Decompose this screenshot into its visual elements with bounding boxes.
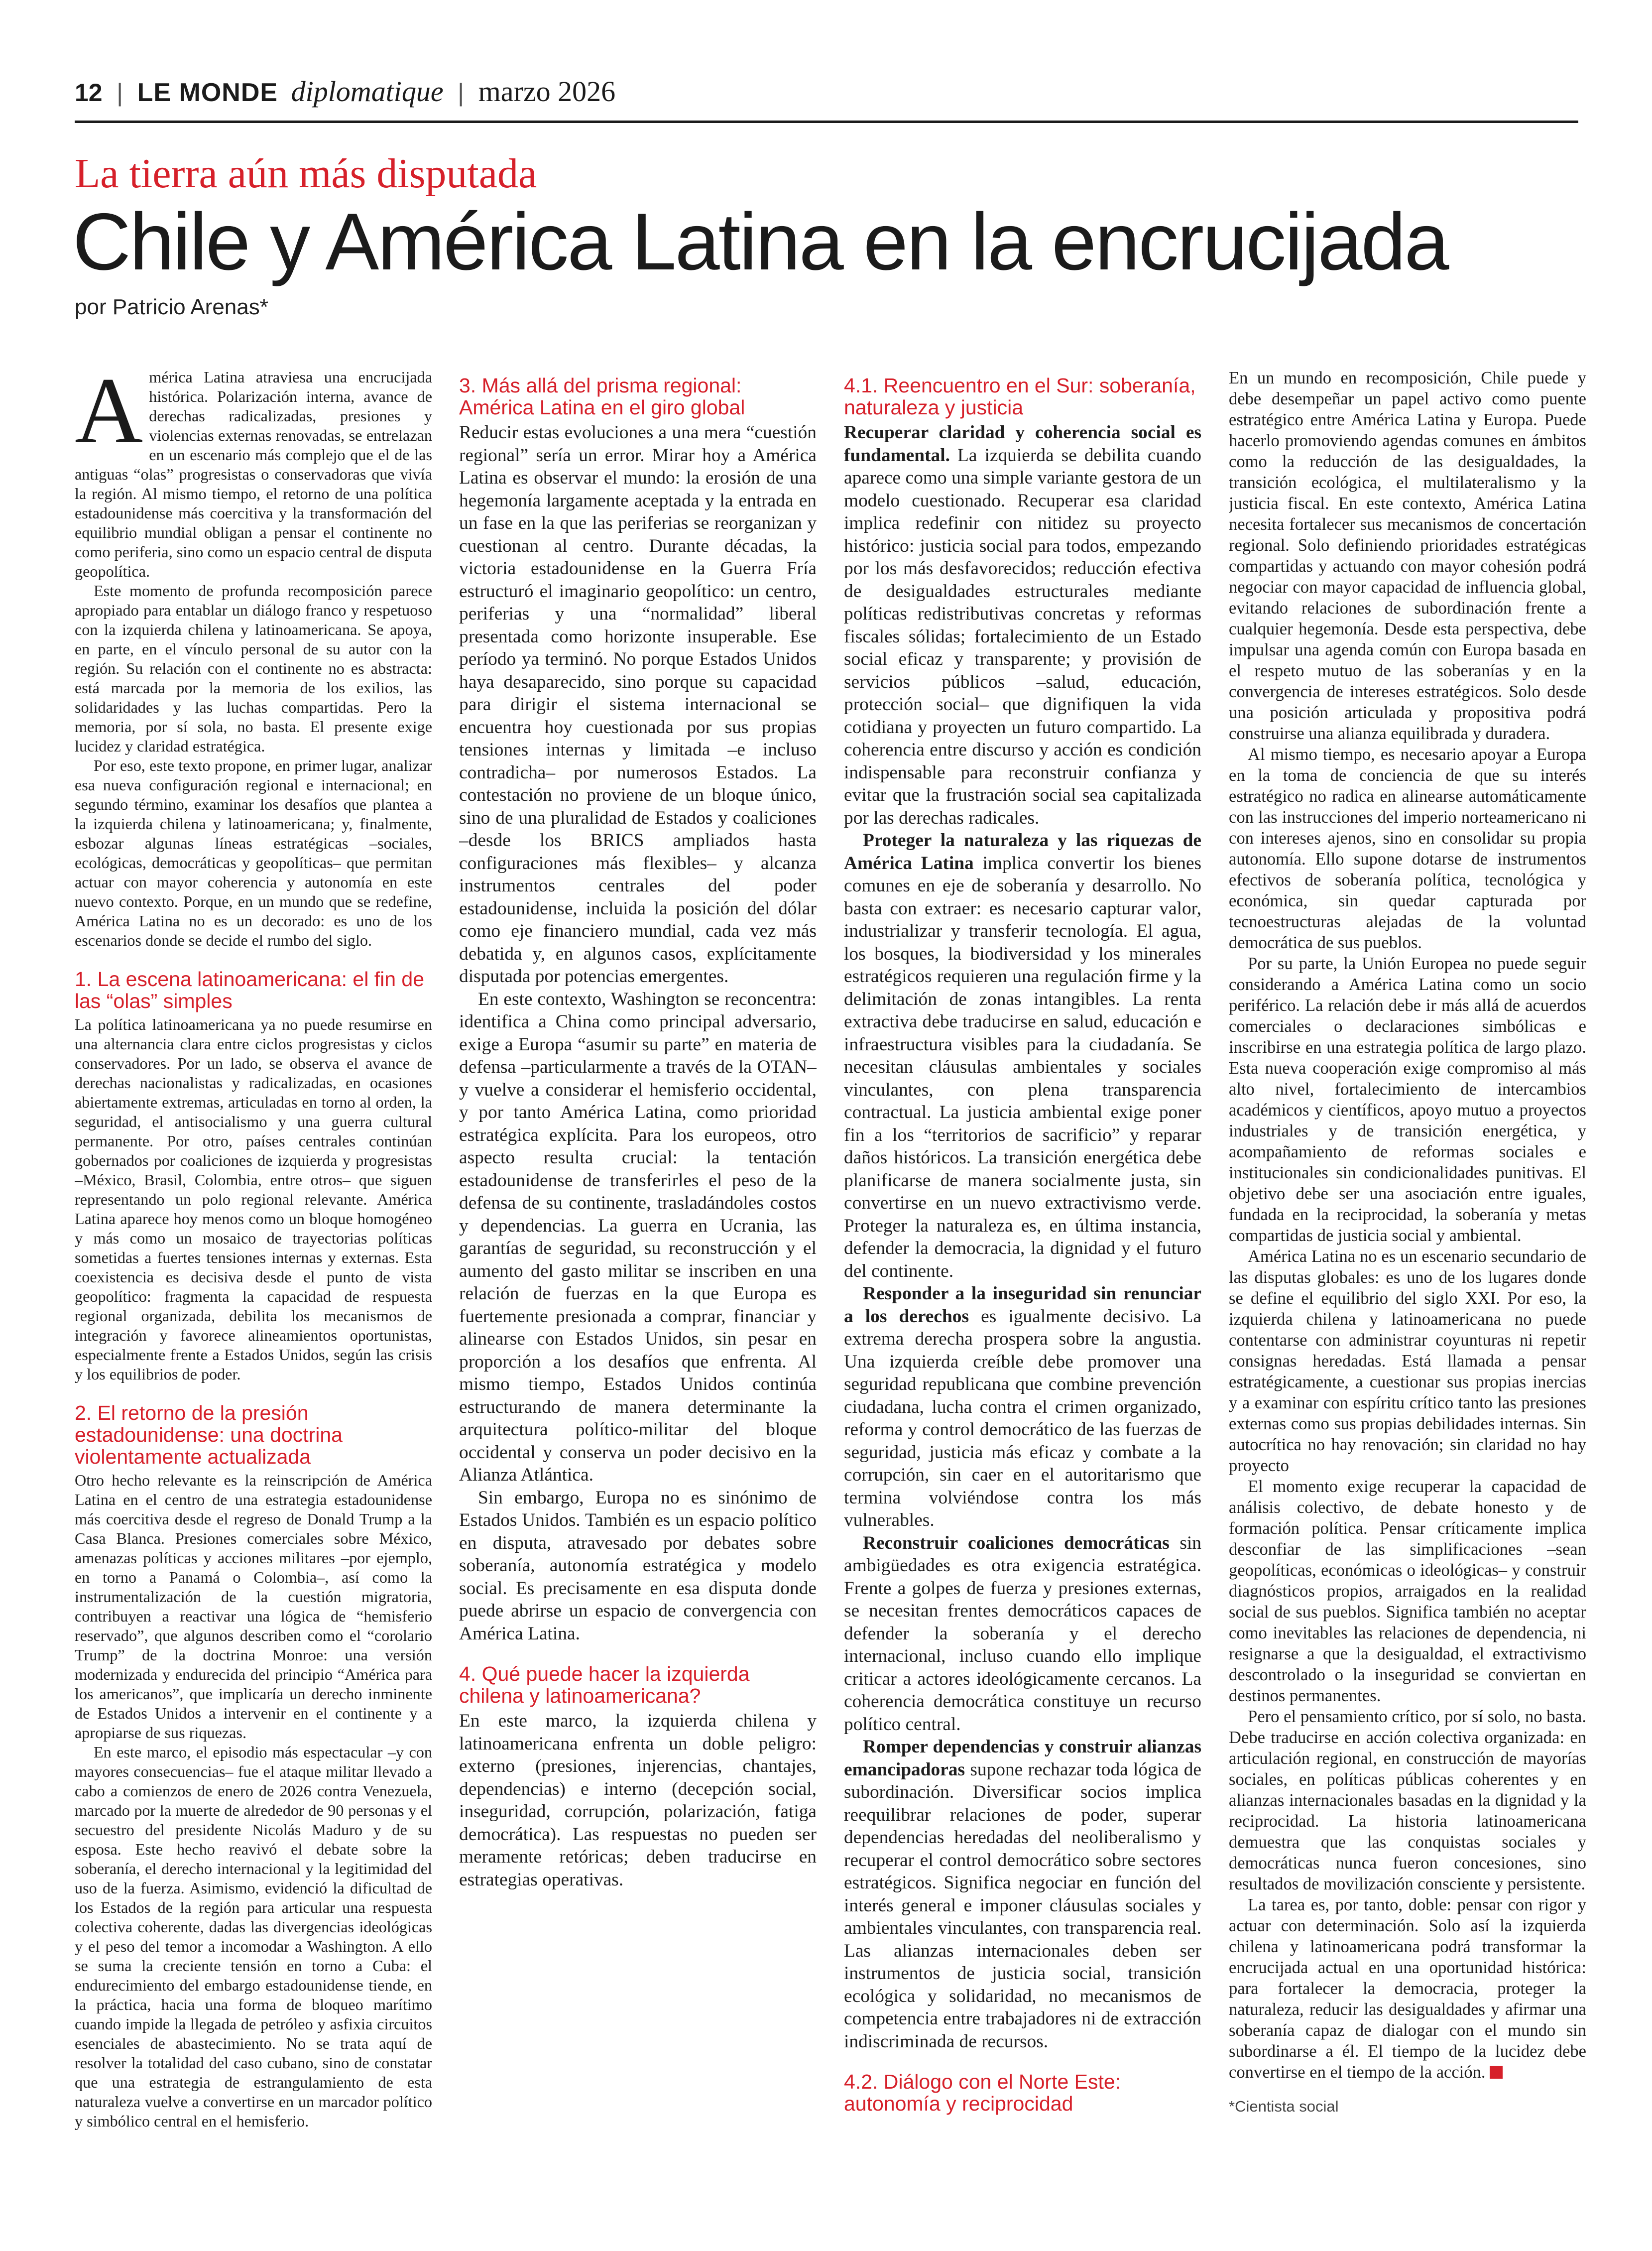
body-paragraph: La política latinoamericana ya no puede resumirse en una alternancia clara entre ciclos progresistas y ciclos conservadores. Por un lado, se observa el avance de derechas nacionalistas y radicalizadas, en ocasiones abiertamente extremas, articuladas en torno al orden, la seguridad, el antisocialismo y una guerra cultural permanente. Por otro, países centrales continúan gobernados por coaliciones de izquierda y progresistas –México, Brasil, Colombia, entre otros– que siguen representando un polo regional relevante. América Latina aparece hoy menos como un bloque homogéneo y más como un mosaico de trayectorias políticas sometidas a fuertes tensiones internas y externas. Esta coexistencia es decisiva desde el punto de vista geopolítico: fragmenta la capacidad de respuesta regional organizada, debilita los mecanismos de integración y favorece alineamientos oportunistas, especialmente frente a Estados Unidos, según las crisis y los equilibrios de poder. [75, 1015, 432, 1383]
body-paragraph: Otro hecho relevante es la reinscripción de América Latina en el centro de una estrategia estadounidense más coercitiva desde el regreso de Donald Trump a la Casa Blanca. Presiones comerciales sobre México, amenazas políticas y acciones militares –por ejemplo, en torno a Panamá o Colombia–, así como la instrumentalización de la cuestión migratoria, contribuyen a reactivar una lógica de “hemisferio reservado”, que algunos describen como el “corolario Trump” de la doctrina Monroe: una versión modernizada y endurecida del principio “América para los americanos”, que implicaría un derecho inminente de Estados Unidos a intervenir en el continente y a apropiarse de sus riquezas. [75, 1471, 432, 1742]
article-kicker: La tierra aún más disputada [75, 150, 537, 197]
page-number: 12 [75, 79, 103, 107]
section-heading: 4.2. Diálogo con el Norte Este: autonomía y reciprocidad [844, 2070, 1121, 2115]
body-paragraph: En este marco, la izquierda chilena y latinoamericana enfrenta un doble peligro: externo (presiones, injerencias, chantajes, dependencias) e interno (decepción social, inseguridad, corrupción, polarización, fatiga democrática). Las respuestas no pueden ser meramente retóricas; deben traducirse en estrategias operativas. [459, 1711, 817, 1890]
intro-paragraph: América Latina atraviesa una encrucijada histórica. Polarización interna, avance de derechas radicalizadas, presiones y violencias externas renovadas, se entrelazan en un escenario más complejo que el de las antiguas “olas” progresistas o conservadoras que vivía la región. Al mismo tiempo, el retorno de una política estadounidense más coercitiva y la transformación del equilibrio mundial obligan a pensar el continente no como periferia, sino como un espacio central de disputa geopolítica. [75, 368, 432, 580]
masthead [75, 75, 1578, 123]
body-paragraph: En un mundo en recomposición, Chile puede y debe desempeñar un papel activo como puente estratégico entre América Latina y Europa. Puede hacerlo promoviendo agendas comunes en ámbitos como la reducción de las desigualdades, la transición ecológica, el multilateralismo y la justicia fiscal. En este contexto, América Latina necesita fortalecer sus mecanismos de concertación regional. Solo definiendo prioridades estratégicas compartidas y actuando con mayor cohesión podrá negociar con mayor capacidad de influencia global, evitando relaciones de subordinación frente a cualquier hegemonía. Desde esta perspectiva, debe impulsar una agenda común con Europa basada en el respeto mutuo de las soberanías y en la convergencia de intereses estratégicos. Solo desde una posición articulada y propositiva podrá construirse una alianza equilibrada y duradera. [1229, 369, 1586, 743]
publication-brand-italic: diplomatique [291, 75, 444, 108]
section-heading: 2. El retorno de la presión estadounidense: una doctrina violentamente actualizada [75, 1401, 343, 1468]
bold-lead-in: Proteger la naturaleza y las riquezas de América Latina [844, 830, 1201, 874]
article-byline: por Patricio Arenas* [75, 295, 268, 319]
bold-lead-in: Romper dependencias y construir alianzas emancipadoras [844, 1737, 1201, 1780]
publication-brand: LE MONDE [137, 78, 278, 107]
article-column-1 [75, 368, 432, 2140]
issue-date: marzo 2026 [478, 75, 616, 108]
section-heading: 4. Qué puede hacer la izquierda chilena y latinoamericana? [459, 1662, 750, 1707]
section-heading: 1. La escena latinoamericana: el fin de las “olas” simples [75, 968, 425, 1012]
article-title: Chile y América Latina en la encrucijada [73, 197, 1448, 287]
body-paragraph: América Latina no es un escenario secundario de las disputas globales: es uno de los lugares donde se define el equilibrio del siglo XXI. Por eso, la izquierda chilena y latinoamericana no puede contentarse con administrar coyunturas ni repetir consignas heredadas. Está llamada a pensar estratégicamente, a cuestionar sus propias inercias y a examinar con espíritu crítico tanto las presiones externas como sus propias debilidades internas. Sin autocrítica no hay renovación; sin claridad no hay proyecto [1229, 1247, 1586, 1475]
body-paragraph: Recuperar claridad y coherencia social es fundamental. La izquierda se debilita cuando aparece como una simple variante gestora de un modelo cuestionado. Recuperar esa claridad implica redefinir con nitidez su proyecto histórico: justicia social para todos, empezando por los más desfavorecidos; reducción efectiva de desigualdades estructurales mediante políticas redistributivas concretas y reformas fiscales sólidas; fortalecimiento de un Estado social eficaz y transparente; y provisión de servicios públicos –salud, educación, protección social– que dignifiquen la vida cotidiana y proyecten un futuro compartido. La coherencia entre discurso y acción es condición indispensable para reconstruir confianza y evitar que la frustración social sea capitalizada por las derechas radicales. [844, 422, 1201, 828]
bold-lead-in: Recuperar claridad y coherencia social es fundamental. [844, 422, 1201, 466]
body-paragraph: El momento exige recuperar la capacidad de análisis colectivo, de debate honesto y de formación política. Pensar críticamente implica desconfiar de las simplificaciones –sean geopolíticas, económicas o ideológicas– y construir diagnósticos propios, arraigados en la realidad social de sus pueblos. Significa también no aceptar como inevitables las relaciones de dependencia, ni resignarse a que la desigualdad, el extractivismo descontrolado o la inseguridad se conviertan en destinos permanentes. [1229, 1477, 1586, 1705]
body-paragraph: Reconstruir coaliciones democráticas sin ambigüedades es otra exigencia estratégica. Frente a golpes de fuerza y presiones externas, se necesitan frentes democráticos capaces de defender la soberanía y el derecho internacional, incluso cuando ello implique criticar a actores ideológicamente cercanos. La coherencia democrática constituye un recurso político central. [844, 1532, 1201, 1735]
masthead-separator: | [458, 79, 465, 107]
body-paragraph: Al mismo tiempo, es necesario apoyar a Europa en la toma de conciencia de que su interés estratégico no radica en alinearse automáticamente con las instrucciones del imperio norteamericano ni con intereses ajenos, sino en consolidar su propia autonomía. Ello supone dotarse de instrumentos efectivos de soberanía política, tecnológica y económica, sin quedar capturada por tecnoestructuras alejadas de la voluntad democrática de sus pueblos. [1229, 745, 1586, 952]
body-paragraph: Proteger la naturaleza y las riquezas de América Latina implica convertir los bienes comunes en eje de soberanía y desarrollo. No basta con extraer: es necesario capturar valor, industrializar y transferir tecnología. El agua, los bosques, la biodiversidad y los minerales estratégicos requieren una regulación firme y la delimitación de zonas intangibles. La renta extractiva debe traducirse en salud, educación e infraestructura visibles para la ciudadanía. Se necesitan cláusulas ambientales y sociales vinculantes, con plena transparencia contractual. La justicia ambiental exige poner fin a los “territorios de sacrificio” y reparar daños históricos. La transición energética debe planificarse de manera socialmente justa, sin convertirse en un nuevo extractivismo verde. Proteger la naturaleza es, en última instancia, defender la democracia, la dignidad y el futuro del continente. [844, 830, 1201, 1281]
body-paragraph: Reducir estas evoluciones a una mera “cuestión regional” sería un error. Mirar hoy a América Latina es observar el mundo: la erosión de una hegemonía largamente aceptada y la entrada en un fase en la que las periferias se reorganizan y cuestionan al centro. Durante décadas, la victoria estadounidense en la Guerra Fría estructuró el imaginario geopolítico: un centro, periferias y una “normalidad” liberal presentada como horizonte insuperable. Ese período ya terminó. No porque Estados Unidos haya desaparecido, sino porque su capacidad para dirigir el sistema internacional se encuentra hoy cuestionada por sus propias tensiones internas y limitada –e incluso contradicha– por numerosos Estados. La contestación no proviene de un bloque único, sino de una pluralidad de Estados y coaliciones –desde los BRICS ampliados hasta configuraciones más flexibles– y alcanza instrumentos centrales del poder estadounidense, incluida la posición del dólar como eje financiero mundial, cada vez más debatida y, en algunos casos, explícitamente disputada por potencias emergentes. [459, 422, 817, 987]
article-column-4 [1229, 368, 1586, 2140]
masthead-separator: | [117, 79, 123, 107]
body-paragraph: En este marco, el episodio más espectacular –y con mayores consecuencias– fue el ataque militar llevado a cabo a comienzos de enero de 2026 contra Venezuela, marcado por la muerte de alrededor de 90 personas y el secuestro del presidente Nicolás Maduro y de su esposa. Este hecho reavivó el debate sobre la soberanía, el derecho internacional y la legitimidad del uso de la fuerza. Asimismo, evidenció la dificultad de los Estados de la región para articular una respuesta colectiva coherente, dadas las divergencias ideológicas y el peso del temor a incomodar a Washington. A ello se suma la creciente tensión en torno a Cuba: el endurecimiento del embargo estadounidense tiende, en la práctica, hacia una forma de bloqueo marítimo cuando impide la llegada de petróleo y asfixia circuitos esenciales de abastecimiento. No se trata aquí de resolver la totalidad del caso cubano, sino de constatar que una estrategia de estrangulamiento de esta naturaleza vuelve a convertirse en un marcador político y simbólico central en el hemisferio. [75, 1743, 432, 2130]
body-paragraph: Pero el pensamiento crítico, por sí solo, no basta. Debe traducirse en acción colectiva organizada: en articulación regional, en construcción de mayorías sociales, en políticas públicas coherentes y en alianzas internacionales basadas en la dignidad y la reciprocidad. La historia latinoamericana demuestra que las conquistas sociales y democráticas nunca fueron concesiones, sino resultados de movilización consciente y persistente. [1229, 1707, 1586, 1893]
body-paragraph: Sin embargo, Europa no es sinónimo de Estados Unidos. También es un espacio político en disputa, atravesado por debates sobre soberanía, autonomía estratégica y modelo social. Es precisamente en esa disputa donde puede abrirse un espacio de convergencia con América Latina. [459, 1487, 817, 1644]
body-paragraph: La tarea es, por tanto, doble: pensar con rigor y actuar con determinación. Solo así la izquierda chilena y latinoamericana podrá transformar la encrucijada actual en una oportunidad histórica: para fortalecer la democracia, proteger la naturaleza, reducir las desigualdades y afirmar una soberanía capaz de dialogar con el mundo sin subordinarse a él. El tiempo de la lucidez debe convertirse en el tiempo de la acción. [1229, 1895, 1586, 2082]
intro-paragraph: Por eso, este texto propone, en primer lugar, analizar esa nueva configuración regional e internacional; en segundo término, examinar los desafíos que plantea a la izquierda chilena y latinoamericana; y, finalmente, esbozar algunas líneas estratégicas –sociales, ecológicas, democráticas y geopolíticas– que permitan actuar con mayor coherencia y autonomía en este nuevo contexto. Porque, en un mundo que se redefine, América Latina no es un decorado: es uno de los escenarios donde se decide el rumbo del siglo. [75, 756, 432, 949]
drop-cap: A [75, 368, 143, 463]
section-heading: 4.1. Reencuentro en el Sur: soberanía, naturaleza y justicia [844, 374, 1196, 419]
article-column-3 [844, 368, 1201, 2140]
body-paragraph: Romper dependencias y construir alianzas emancipadoras supone rechazar toda lógica de subordinación. Diversificar socios implica reequilibrar relaciones de poder, superar dependencias heredadas del neoliberalismo y recuperar el control democrático sobre sectores estratégicos. Significa negociar en función del interés general e imponer cláusulas sociales y ambientales vinculantes, con transparencia real. Las alianzas internacionales deben ser instrumentos de justicia social, transición ecológica y solidaridad, no mecanismos de competencia entre trabajadores ni de extracción indiscriminada de recursos. [844, 1737, 1201, 2052]
intro-paragraph: Este momento de profunda recomposición parece apropiado para entablar un diálogo franco y respetuoso con la izquierda chilena y latinoamericana. Se apoya, en parte, en el vínculo personal de su autor con la región. Su relación con el continente no es abstracta: está marcada por la memoria de los exilios, las solidaridades y las luchas compartidas. Pero la memoria, por sí sola, no basta. El presente exige lucidez y claridad estratégica. [75, 582, 432, 755]
section-heading: 3. Más allá del prisma regional: América Latina en el giro global [459, 374, 745, 419]
end-of-article-mark [1490, 2066, 1503, 2079]
bold-lead-in: Reconstruir coaliciones democráticas [863, 1532, 1170, 1553]
body-paragraph: En este contexto, Washington se reconcentra: identifica a China como principal adversario, exige a Europa “asumir su parte” en materia de defensa –particularmente a través de la OTAN– y vuelve a considerar el hemisferio occidental, y por tanto América Latina, como prioridad estratégica explícita. Para los europeos, otro aspecto resulta crucial: la tentación estadounidense de transferirles el peso de la defensa de su continente, trasladándoles costos y dependencias. La guerra en Ucrania, las garantías de seguridad, su reconstrucción y el aumento del gasto militar se inscriben en una relación de fuerzas en la que Europa es fuertemente presionada a comprar, financiar y alinearse con Estados Unidos, sin pesar en proporción a los desafíos que enfrenta. Al mismo tiempo, Estados Unidos continúa estructurando de manera determinante la arquitectura político-militar del bloque occidental y conserva un poder decisivo en la Alianza Atlántica. [459, 989, 817, 1485]
body-paragraph: Por su parte, la Unión Europea no puede seguir considerando a América Latina como un socio periférico. La relación debe ir más allá de acuerdos comerciales o declaraciones simbólicas e inscribirse en una estrategia política de largo plazo. Esta nueva cooperación exige compromiso al más alto nivel, fortalecimiento de intercambios académicos y científicos, apoyo mutuo a proyectos industriales y de transición energética, y acompañamiento de reformas sociales e institucionales sin condicionalidades punitivas. El objetivo debe ser una asociación entre iguales, fundada en la reciprocidad, la soberanía y metas compartidas de justicia social y ambiental. [1229, 954, 1586, 1245]
bold-lead-in: Responder a la inseguridad sin renunciar a los derechos [844, 1283, 1201, 1327]
body-paragraph: Responder a la inseguridad sin renunciar a los derechos es igualmente decisivo. La extrema derecha prospera sobre la angustia. Una izquierda creíble debe promover una seguridad republicana que combine prevención ciudadana, lucha contra el crimen organizado, reforma y control democrático de las fuerzas de seguridad, justicia más eficaz y combate a la corrupción, sin caer en el autoritarismo que termina volviéndose contra los más vulnerables. [844, 1283, 1201, 1530]
author-footnote: *Cientista social [1229, 2098, 1339, 2115]
article-column-2 [459, 368, 817, 2140]
